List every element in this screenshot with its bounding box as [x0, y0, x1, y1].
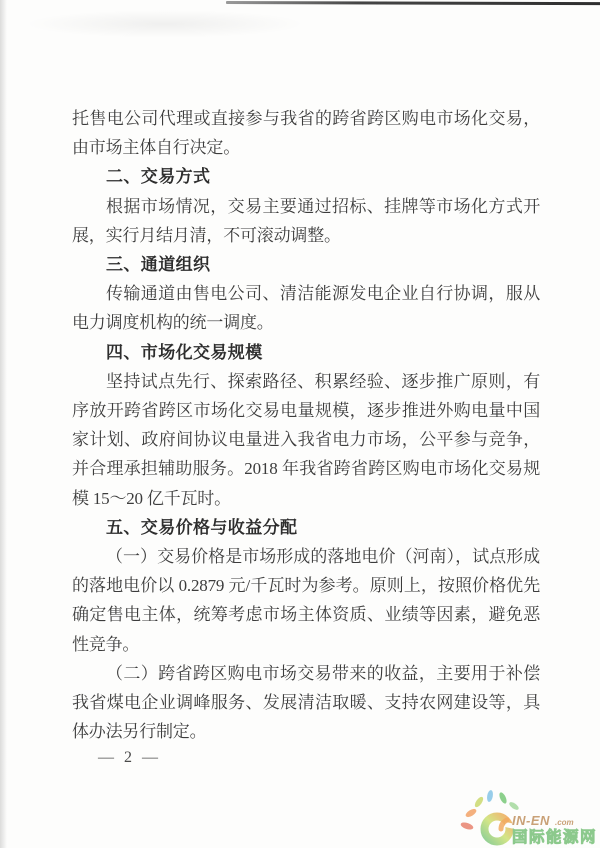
paragraph: 坚持试点先行、探索路径、积累经验、逐步推广原则，有序放开跨省跨区市场化交易电量规模，逐步推进外购电量中国家计划、政府间协议电量进入我省电力市场，公平参与竞争，并合理承担辅助服务。2018 年我省跨省跨区购电市场化交易规模 15～20 亿千瓦时。 [72, 371, 540, 508]
section-heading: 四、市场化交易规模 [106, 342, 263, 362]
page-number: — 2 — [98, 749, 161, 766]
scan-artifact-left-edge [0, 0, 7, 848]
section-heading: 三、通道组织 [106, 255, 211, 275]
paragraph: 根据市场情况，交易主要通过招标、挂牌等市场化方式开展，实行月结月清，不可滚动调整。 [72, 196, 540, 245]
document-body [72, 104, 540, 746]
scan-artifact-smudge [25, 10, 305, 38]
paragraph: （一）交易价格是市场形成的落地电价（河南），试点形成的落地电价以 0.2879 元/千瓦时为参考。原则上，按照价格优先确定售电主体，统筹考虑市场主体资质、业绩等因素，避免恶性竞争。 [72, 547, 540, 654]
watermark-site-tld: .com [555, 818, 574, 827]
watermark-site-en: IN-EN [512, 813, 550, 828]
section-heading: 五、交易价格与收益分配 [106, 517, 298, 537]
paragraph: （二）跨省跨区购电市场交易带来的收益，主要用于补偿我省煤电企业调峰服务、发展清洁取暖、支持农网建设等，具体办法另行制定。 [72, 663, 540, 742]
paragraph: 传输通道由售电公司、清洁能源发电企业自行协调，服从电力调度机构的统一调度。 [72, 284, 540, 333]
scan-artifact-top-line [226, 1, 600, 5]
watermark-site-cn: 国际能源网 [512, 829, 598, 846]
in-en-watermark-logo [455, 787, 600, 848]
paragraph: 托售电公司代理或直接参与我省的跨省跨区购电市场化交易，由市场主体自行决定。 [72, 109, 540, 158]
section-heading: 二、交易方式 [106, 167, 211, 187]
